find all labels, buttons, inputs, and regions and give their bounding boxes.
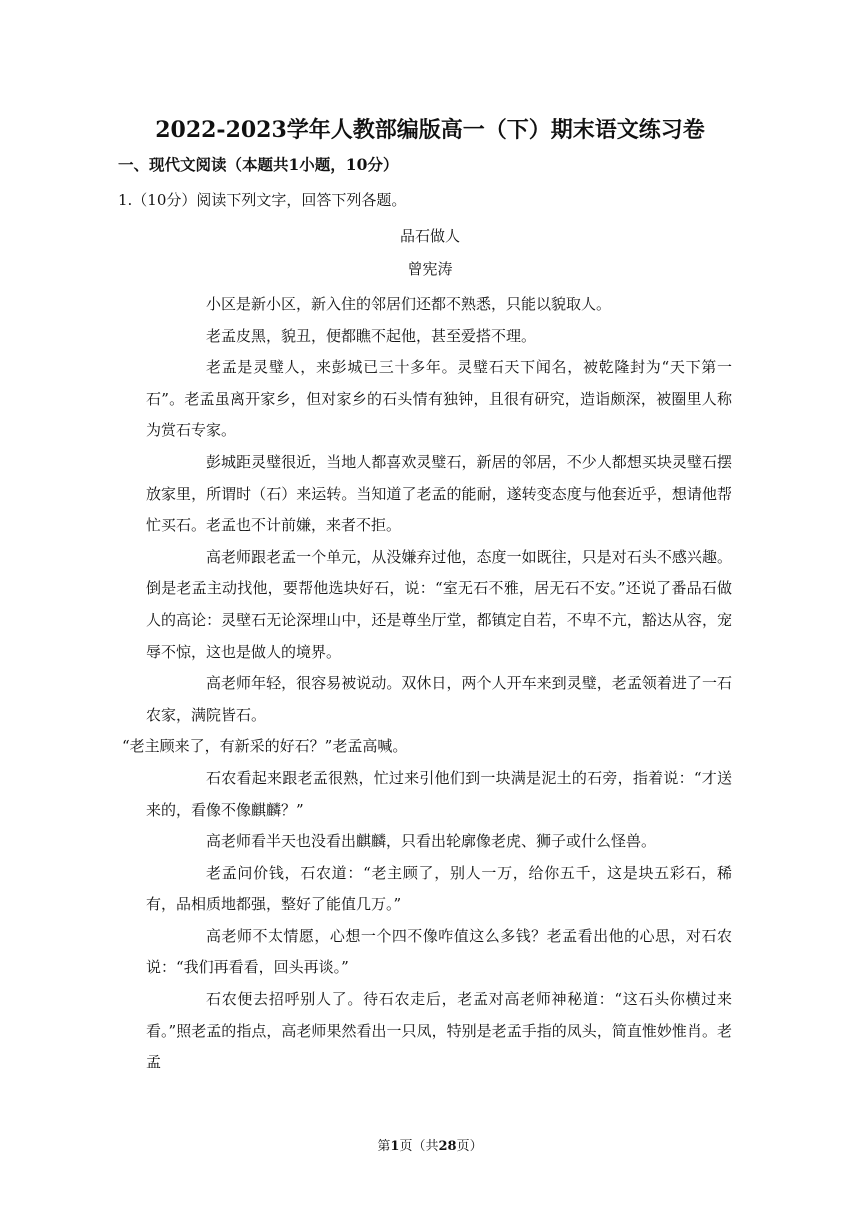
page-footer: [0, 1137, 860, 1157]
footer-page-number: 1: [390, 1139, 400, 1154]
paragraph: 老孟是灵璧人，来彭城已三十多年。灵璧石天下闻名，被乾隆封为“天下第一石”。老孟虽离开家乡，但对家乡的石头情有独钟，且很有研究，造诣颇深，被圈里人称为赏石专家。: [146, 358, 732, 440]
footer-middle: 页（共: [399, 1139, 439, 1154]
paragraph: “老主顾来了，有新采的好石？”老孟高喊。: [122, 737, 408, 756]
footer-prefix: 第: [377, 1139, 391, 1154]
paragraph: 高老师年轻，很容易被说动。双休日，两个人开车来到灵璧，老孟领着进了一石农家，满院皆石。: [146, 674, 732, 724]
article-body: [122, 289, 732, 1079]
paragraph: 老孟皮黑，貌丑，便都瞧不起他，甚至爱搭不理。: [206, 326, 537, 345]
article-title: 品石做人: [399, 227, 460, 245]
paragraph: 石农看起来跟老孟很熟，忙过来引他们到一块满是泥土的石旁，指着说：“才送来的，看像不像麒麟？”: [146, 768, 732, 819]
paragraph: 高老师跟老孟一个单元，从没嫌弃过他，态度一如既往，只是对石头不感兴趣。倒是老孟主动找他，要帮他选块好石，说：“室无石不雅，居无石不安。”还说了番品石做人的高论：灵壁石无论深埋山中，还是尊坐厅堂，都镇定自若，不卑不亢，豁达从容，宠辱不惊，这也是做人的境界。: [146, 547, 732, 661]
paragraph: 彭城距灵璧很近，当地人都喜欢灵璧石，新居的邻居，不少人都想买块灵璧石摆放家里，所谓时（石）来运转。当知道了老孟的能耐，遂转变态度与他套近乎，想请他帮忙买石。老孟也不计前嫌，来者不拒。: [146, 452, 732, 535]
footer-suffix: 页）: [456, 1139, 483, 1154]
paragraph: 小区是新小区，新入住的邻居们还都不熟悉，只能以貌取人。: [206, 295, 612, 313]
paragraph: 老孟问价钱，石农道：“老主顾了，别人一万，给你五千，这是块五彩石，稀有，品相质地都强，整好了能值几万。”: [146, 863, 732, 914]
footer-total-pages: 28: [438, 1139, 457, 1154]
paragraph: 石农便去招呼别人了。待石农走后，老孟对高老师神秘道：“这石头你横过来看。”照老孟的指点，高老师果然看出一只凤，特别是老孟手指的凤头，简直惟妙惟肖。老孟: [146, 990, 732, 1072]
document-title: 2022-2023学年人教部编版高一（下）期末语文练习卷: [155, 117, 705, 143]
section-heading: 一、现代文阅读（本题共1小题，10分）: [118, 155, 399, 174]
article-author: 曾宪涛: [407, 260, 453, 278]
paragraph: 高老师不太情愿，心想一个四不像咋值这么多钱？老孟看出他的心思，对石农说：“我们再看看，回头再谈。”: [146, 926, 732, 977]
question-intro: 1.（10分）阅读下列文字，回答下列各题。: [118, 191, 407, 209]
paragraph: 高老师看半天也没看出麒麟，只看出轮廓像老虎、狮子或什么怪兽。: [206, 832, 657, 851]
